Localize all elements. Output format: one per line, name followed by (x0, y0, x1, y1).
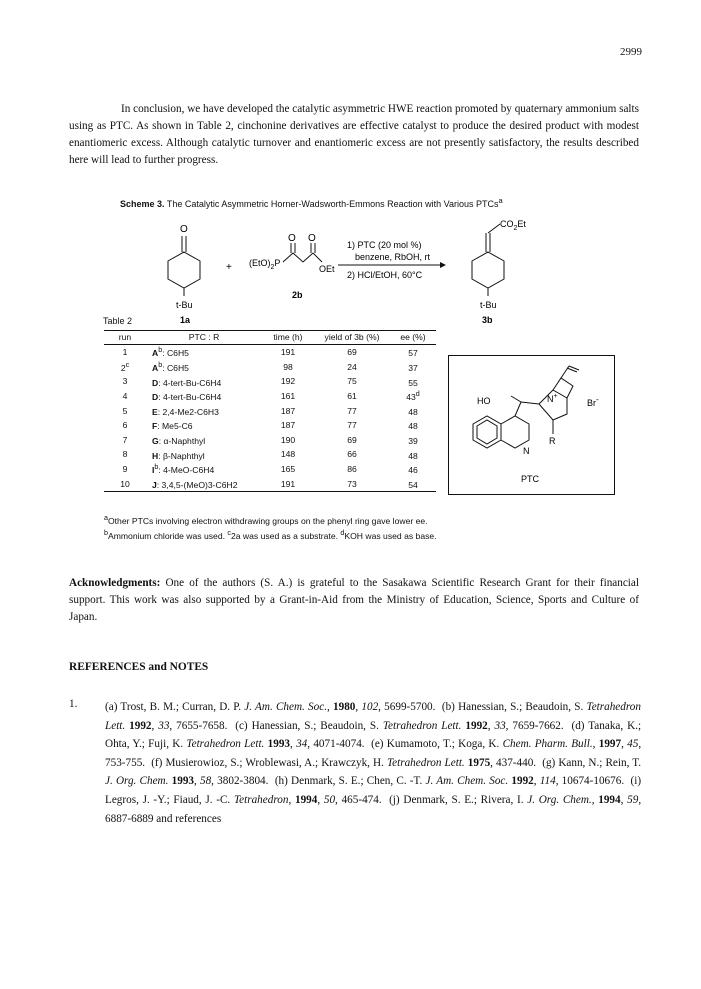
acknowledgments (69, 575, 639, 626)
reference-item: (h) Denmark, S. E.; Chen, C. -T. J. Am. Chem. Soc. 1992, 114, 10674-10676. (274, 775, 625, 788)
reaction-scheme (0, 0, 701, 330)
table-row (104, 374, 436, 389)
acknowledgments-text: One of the authors (S. A.) is grateful to the Sasakawa Scientific Research Grant for their financial support. This work was also supported by a Grant-in-Aid from the Ministry of Education, Science, Sports and Culture of Japan. (69, 577, 639, 623)
product-ring (472, 252, 504, 288)
scheme-label: Scheme 3. (120, 199, 165, 209)
references-heading: REFERENCES and NOTES (69, 661, 209, 673)
footnote-b: Ammonium chloride was used. (107, 531, 226, 542)
cell-time: 191 (280, 347, 296, 358)
ptc-ho: HO (477, 396, 491, 406)
cell-ee: 54 (390, 476, 436, 491)
condition-1: 1) PTC (20 mol %) (347, 240, 422, 250)
phosphonate-label: 2b (292, 290, 303, 300)
cell-run: 9 (122, 464, 128, 475)
phosphonate-oxygen-1: O (288, 233, 296, 244)
footnote-c: 2a was used as a substrate. (230, 531, 338, 542)
cell-yield: 69 (347, 434, 357, 445)
ketone-tbu: t-Bu (176, 300, 193, 310)
cell-ptc: $A^b$: C6H5 (152, 360, 189, 373)
cell-run: 5 (122, 405, 128, 416)
table-footnotes: $^a$Other PTCs involving electron withdrawing groups on the phenyl ring gave lower ee. $^b$Ammonium chloride was used. $^c$2a was used as a substrate. $^d$KOH was used as base. (104, 514, 437, 542)
cell-time: 165 (280, 464, 296, 475)
cell-ee: 37 (408, 362, 418, 373)
reference-list (105, 698, 641, 828)
table-row (104, 447, 436, 462)
footnote-a: Other PTCs involving electron withdrawing groups on the phenyl ring gave lower ee. (107, 515, 428, 526)
footnote-d: KOH was used as base. (344, 531, 437, 542)
cell-time: 191 (262, 476, 314, 491)
page-number: 2999 (620, 46, 642, 58)
reference-item: (e) Kumamoto, T.; Koga, K. Chem. Pharm. Bull., 1997, 45, 753-755. (105, 738, 642, 769)
cell-ee: 48 (408, 406, 418, 417)
table-row (104, 360, 436, 375)
cell-yield: 61 (347, 391, 357, 402)
cell-time: 187 (280, 420, 296, 431)
ketone-label: 1a (180, 315, 191, 325)
cell-yield: 86 (347, 464, 357, 475)
ptc-structure-box (448, 355, 615, 495)
cell-ptc: J: 3,4,5-(MeO)3-C6H2 (146, 476, 262, 491)
cell-yield: 24 (347, 361, 357, 372)
plus-sign: + (226, 262, 232, 273)
results-table (104, 330, 436, 492)
table-row (104, 389, 436, 404)
ptc-quinoline-nitrogen: N (523, 446, 530, 456)
ptc-r-group: R (549, 436, 556, 446)
cell-ptc: $I^b$: 4-MeO-C6H4 (152, 463, 215, 475)
phosphonate-oxygen-2: O (308, 233, 316, 244)
cell-time: 192 (280, 376, 296, 387)
cell-yield: 75 (347, 376, 357, 387)
cell-time: 148 (280, 449, 296, 460)
cell-yield: 66 (347, 449, 357, 460)
conclusion-text: In conclusion, we have developed the catalytic asymmetric HWE reaction promoted by quaternary ammonium salts using as PTC. As shown in Table 2, cinchonine derivatives are effective catalyst to produce the desired product with modest enantiomeric excess. Although catalytic turnover and enantiomeric excess are not presently satisfactory, the results described here will lead to further progress. (69, 103, 639, 166)
phosphonate-oet: OEt (319, 264, 335, 274)
scheme-caption-text: The Catalytic Asymmetric Horner-Wadsworth-Emmons Reaction with Various PTCs (166, 199, 499, 209)
phosphonate-chain (283, 253, 313, 262)
cell-ee: 57 (408, 348, 418, 359)
ptc-label: PTC (521, 474, 539, 484)
cell-ptc: $A^b$: C6H5 (152, 346, 189, 359)
cell-ptc: F: Me5-C6 (152, 421, 193, 432)
ketone-ring (168, 252, 200, 288)
ptc-structure (449, 356, 614, 494)
cell-run: 1 (122, 347, 128, 358)
table-row (104, 345, 436, 360)
cell-yield: 77 (347, 420, 357, 431)
condition-2: benzene, RbOH, rt (355, 252, 431, 262)
header-yield: yield of 3b (%) (314, 331, 390, 345)
cell-ee: 46 (408, 464, 418, 475)
cell-time: 190 (280, 434, 296, 445)
table-row (104, 433, 436, 448)
cell-ptc: E: 2,4-Me2-C6H3 (152, 406, 219, 417)
table-row (104, 403, 436, 418)
cell-ee: 43$^d$ (406, 390, 420, 402)
cell-ee: 55 (408, 377, 418, 388)
header-ee: ee (%) (390, 331, 436, 345)
product-label: 3b (482, 315, 493, 325)
ptc-nitrogen-plus: N+ (547, 393, 558, 404)
cell-time: 98 (283, 361, 293, 372)
reference-item: (f) Musierowioz, S.; Wroblewasi, A.; Krawczyk, H. Tetrahedron Lett. 1975, 437-440. (151, 756, 537, 769)
table-row (104, 462, 436, 477)
reference-item: (i) Legros, J. -Y.; Fiaud, J. -C. Tetrahedron, 1994, 50, 465-474. (105, 775, 642, 806)
reference-item: (j) Denmark, S. E.; Rivera, I. J. Org. Chem., 1994, 59, 6887-6889 and references (105, 793, 642, 825)
cell-ee: 48 (408, 450, 418, 461)
condition-3: 2) HCl/EtOH, 60°C (347, 270, 423, 280)
cell-run: 2$^c$ (120, 360, 130, 373)
cell-time: 187 (280, 405, 296, 416)
cell-yield: 69 (347, 347, 357, 358)
reference-item: (b) Hanessian, S.; Beaudoin, S. Tetrahedron Lett. 1992, 33, 7655-7658. (105, 701, 641, 732)
cell-ee: 48 (408, 421, 418, 432)
ketone-oxygen: O (180, 224, 188, 235)
reference-item: (d) Tanaka, K.; Ohta, Y.; Fuji, K. Tetrahedron Lett. 1993, 34, 4071-4074. (105, 719, 642, 751)
phosphonate-reagent: $(EtO)_2P$ (249, 258, 281, 271)
cell-ptc: D: 4-tert-Bu-C6H4 (152, 392, 222, 402)
reference-item: (a) Trost, B. M.; Curran, D. P. J. Am. Chem. Soc., 1980, 102, 5699-5700. (105, 701, 436, 713)
cell-ee: 39 (408, 435, 418, 446)
cell-ptc: G: α-Naphthyl (152, 435, 206, 446)
header-ptc: PTC : R (146, 331, 262, 345)
cell-run: 7 (122, 434, 128, 445)
header-time: time (h) (262, 331, 314, 345)
acknowledgments-heading: Acknowledgments: (69, 577, 161, 589)
ptc-bromide: Br- (587, 395, 599, 408)
cell-time: 161 (280, 391, 296, 402)
cell-yield: 77 (347, 405, 357, 416)
reference-item: (g) Kann, N.; Rein, T. J. Org. Chem. 1993, 58, 3802-3804. (105, 756, 642, 788)
product-ester: $CO_2Et$ (500, 219, 526, 232)
header-run: run (104, 331, 146, 345)
cell-yield: 73 (314, 476, 390, 491)
reference-number: 1. (69, 698, 78, 710)
product-tbu: t-Bu (480, 300, 497, 310)
cell-ptc: D: 4-tert-Bu-C6H4 (152, 377, 222, 388)
cell-run: 10 (104, 476, 146, 491)
table-header-row (104, 331, 436, 345)
cell-run: 6 (122, 420, 128, 431)
cell-ptc: H: β-Naphthyl (152, 450, 205, 461)
reference-item: (c) Hanessian, S.; Beaudoin, S. Tetrahedron Lett. 1992, 33, 7659-7662. (235, 719, 564, 732)
scheme-caption-marker: a (498, 196, 503, 205)
table-row (104, 476, 436, 491)
cell-run: 4 (122, 391, 128, 402)
cell-run: 8 (122, 449, 128, 460)
cell-run: 3 (122, 376, 128, 387)
table-row (104, 418, 436, 433)
table-title: Table 2 (103, 316, 133, 326)
